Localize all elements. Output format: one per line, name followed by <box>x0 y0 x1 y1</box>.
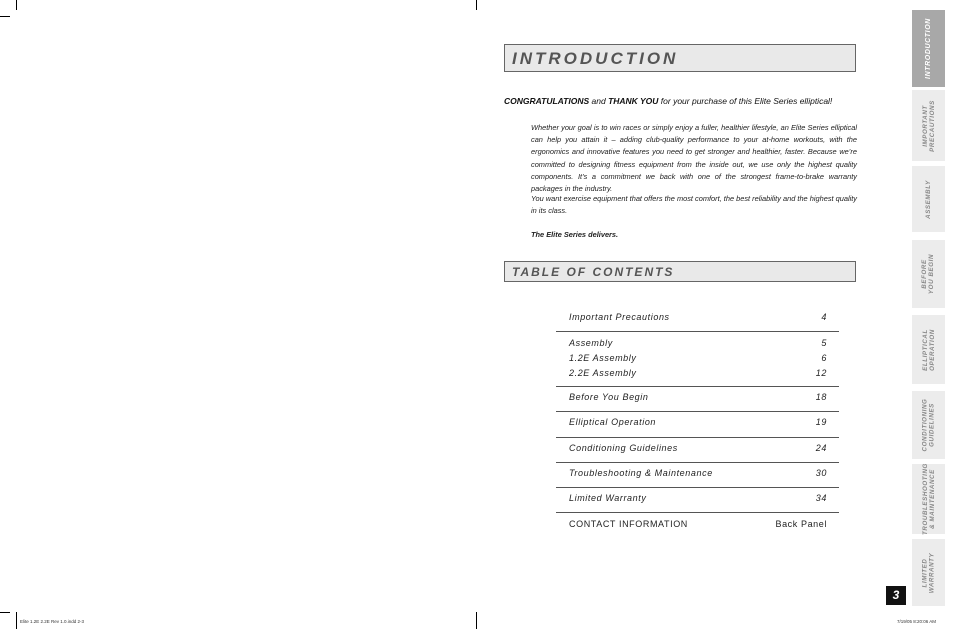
toc-row-page: 12 <box>815 368 827 378</box>
toc-row-page: 18 <box>815 392 827 402</box>
toc-row[interactable] <box>569 368 827 382</box>
tab-elliptical-operation[interactable] <box>912 315 945 384</box>
toc-row-page: 30 <box>815 468 827 478</box>
tab-label: ELLIPTICAL OPERATION <box>921 328 936 371</box>
toc-row[interactable] <box>569 493 827 507</box>
toc-row[interactable] <box>569 468 827 482</box>
toc-row-page: 19 <box>815 417 827 427</box>
toc-row-page: Back Panel <box>775 519 827 529</box>
toc-row-page: 4 <box>821 312 827 322</box>
toc-group <box>556 488 839 513</box>
toc-group <box>556 332 839 387</box>
toc-row[interactable] <box>569 443 827 457</box>
crop-mark <box>476 612 477 629</box>
toc-row[interactable] <box>569 519 827 533</box>
crop-mark <box>16 612 17 629</box>
toc-group <box>556 387 839 412</box>
tab-label: IMPORTANT PRECAUTIONS <box>921 99 936 152</box>
toc-row-label: Elliptical Operation <box>569 417 657 427</box>
toc-row-label: Before You Begin <box>569 392 649 402</box>
toc-row-label: Conditioning Guidelines <box>569 443 678 453</box>
tab-conditioning-guidelines[interactable] <box>912 391 945 459</box>
and-text: and <box>589 96 609 106</box>
toc-row-label: Assembly <box>569 338 613 348</box>
toc-group <box>556 438 839 463</box>
toc-row[interactable] <box>569 312 827 326</box>
tab-introduction[interactable] <box>912 10 945 87</box>
toc-title: TABLE OF CONTENTS <box>512 265 675 279</box>
toc-group <box>556 412 839 438</box>
tab-label: ASSEMBLY <box>925 179 932 219</box>
tab-label: INTRODUCTION <box>925 18 932 79</box>
intro-paragraph-1: Whether your goal is to win races or simply enjoy a fuller, healthier lifestyle, an Elite Series elliptical can help you attain it – adding club-quality performance to your at-home workouts, with the ergonomics and innovative features you need to get stronger and healthier, faster. Because we’re committed to designing fitness equipment from the inside out, we use only the highest quality components. It’s a commitment we back with one of the strongest frame-to-brake warranty packages in the industry. <box>531 123 857 194</box>
tab-assembly[interactable] <box>912 166 945 232</box>
toc-row-page: 5 <box>821 338 827 348</box>
tab-label: LIMITED WARRANTY <box>921 552 936 593</box>
toc-row[interactable] <box>569 338 827 352</box>
introduction-header <box>504 44 856 72</box>
slug-right: 7/19/05 8:20:06 AM <box>896 619 936 624</box>
toc-header <box>504 261 856 282</box>
congratulations-text: CONGRATULATIONS <box>504 96 590 106</box>
toc-row[interactable] <box>569 392 827 406</box>
crop-mark <box>16 0 17 10</box>
crop-mark <box>0 612 10 613</box>
toc-group <box>556 306 839 332</box>
toc-row-label: 1.2E Assembly <box>569 353 637 363</box>
toc-group <box>556 463 839 488</box>
toc-row[interactable] <box>569 353 827 367</box>
intro-paragraph-2: You want exercise equipment that offers the most comfort, the best reliability and the highest quality in its class. <box>531 194 857 216</box>
toc-group <box>556 513 839 537</box>
tab-limited-warranty[interactable] <box>912 539 945 606</box>
crop-mark <box>0 16 10 17</box>
page-title: INTRODUCTION <box>512 49 679 68</box>
thank-you-text: THANK YOU <box>608 96 659 106</box>
toc-row-label: Troubleshooting & Maintenance <box>569 468 713 478</box>
toc-row-label: Important Precautions <box>569 312 670 322</box>
crop-mark <box>476 0 477 10</box>
slug-left: Elite 1.2E 2.2E Rev 1.0.indd 2-3 <box>20 619 85 624</box>
page-number: 3 <box>886 586 906 605</box>
lead-rest-text: for your purchase of this Elite Series elliptical! <box>658 96 833 106</box>
toc-row-label: Limited Warranty <box>569 493 647 503</box>
tab-troubleshooting-maintenance[interactable] <box>912 464 945 534</box>
lead-sentence <box>504 96 864 106</box>
tab-important-precautions[interactable] <box>912 90 945 161</box>
tab-label: CONDITIONING GUIDELINES <box>921 398 936 452</box>
tab-label: TROUBLESHOOTING & MAINTENANCE <box>921 463 936 535</box>
toc-row-page: 6 <box>821 353 827 363</box>
toc-row-label: 2.2E Assembly <box>569 368 637 378</box>
toc-row-page: 24 <box>815 443 827 453</box>
tab-before-you-begin[interactable] <box>912 240 945 308</box>
tab-label: BEFORE YOU BEGIN <box>921 253 936 295</box>
toc-row-label: CONTACT INFORMATION <box>569 519 688 529</box>
intro-paragraph-3: The Elite Series delivers. <box>531 230 619 239</box>
toc-row[interactable] <box>569 417 827 431</box>
toc-row-page: 34 <box>815 493 827 503</box>
